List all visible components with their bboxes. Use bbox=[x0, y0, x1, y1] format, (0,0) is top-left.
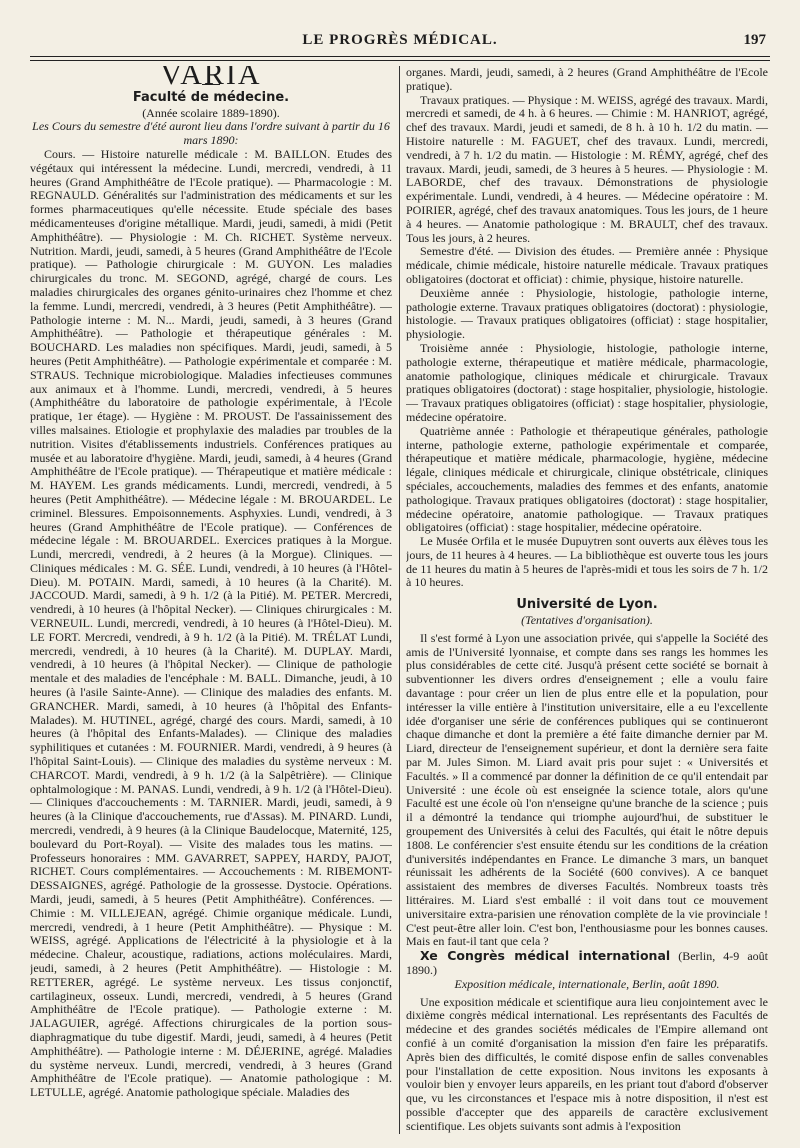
quatrieme-annee-paragraph: Quatrième année : Pathologie et thérapeutique générales, pathologie interne, pathologie externe, pathologie expérimentale et comparée, thérapeutique et matière médicale, pharmacologie, hygiène, médecine légale, cliniques médicale et chirurgicale, clinique obstétricale, cliniques spéciales, accouchements, maladies des femmes et des enfants, anatomie pathologique. Travaux pratiques obligatoires (doctorat) : stage hospitalier, médecine opératoire, anatomie pathologique. — Travaux pratiques obligatoires (officiat) : stage hospitalier, médecine opératoire. bbox=[406, 423, 768, 535]
troisieme-annee-paragraph: Troisième année : Physiologie, histologie, pathologie interne, pathologie externe, thérapeutique et matière médicale, pharmacologie, anatomie pathologique, cliniques médicale et chirurgicale. Travaux pratiques obligatoires (doctorat) : stage hospitalier, physiologie, histologie. — Travaux pratiques obligatoires (officiat) : stage hospitalier, physiologie, médecine opératoire. bbox=[406, 340, 768, 424]
deuxieme-annee-paragraph: Deuxième année : Physiologie, histologie, pathologie interne, pathologie externe. Travaux pratiques obligatoires (doctorat) : physiologie, histologie. — Travaux pratiques obligatoires (officiat) : stage hospitalier, physiologie. bbox=[406, 285, 768, 342]
congres-heading bbox=[406, 949, 768, 978]
faculte-heading: Faculté de médecine. bbox=[132, 89, 290, 105]
lyon-body: Il s'est formé à Lyon une association privée, qui s'appelle la Société des amis de l'Université lyonnaise, et compte dans ses rangs les hommes les plus considérables de cette cité. Jusqu'à présent cette société se bornait à subventionner les divers ordres d'enseignement ; elle a voulu faire davantage : pour créer un lien de plus entre elle et la population, pour intéresser la ville entière à l'institution universitaire, elle a eu l'excellente idée d'organiser une série de conférences publiques qui se continueront chaque dimanche et dont la première a été faite dimanche dernier par M. Liard, directeur de l'enseignement supérieur, et dont la dernière sera faite par M. Jules Simon. M. Liard avait pris pour sujet : « Universités et Facultés. » Il a commencé par donner la définition de ce qu'il entendait par Université : une école où est enseignée la science totale, alors qu'une Faculté est une école où l'on n'enseigne qu'une branche de la science ; puis il a démontré la tendance qui triomphe aujourd'hui, de substituer le groupement des Universités à celui des Facultés, qui était le nôtre depuis 1808. Le conférencier s'est ensuite étendu sur les conditions de la création d'universités indépendantes en France. Le dimanche 3 mars, un banquet réunissait les adhérents de la Société (600 convives). A ce banquet assistaient des membres de diverses Facultés. Nombreux toasts très littéraires. M. Liard s'est emballé : il voit dans tout ce mouvement universitaire extra-parisien une rénovation complète de la vie provinciale ! C'est peut-être aller loin. C'est bon, l'enthousiasme pour les bonnes causes. Mais en faut-il tant que cela ? bbox=[406, 630, 768, 949]
right-column bbox=[406, 66, 768, 1136]
page-number: 197 bbox=[743, 32, 766, 48]
header-rule-bottom bbox=[30, 60, 770, 61]
header-rule-top bbox=[30, 56, 770, 57]
school-year: (Année scolaire 1889-1890). bbox=[142, 105, 280, 120]
left-column bbox=[30, 66, 392, 1136]
continued-paragraph: organes. Mardi, jeudi, samedi, à 2 heures (Grand Amphithéâtre de l'Ecole pratique). bbox=[406, 66, 768, 93]
exposition-subheading: Exposition médicale, internationale, Berlin, août 1890. bbox=[454, 976, 720, 991]
congres-dates: (Berlin, 4-9 août 1890.) bbox=[406, 949, 768, 977]
section-title-varia: VARIA bbox=[160, 66, 262, 91]
lyon-subheading: (Tentatives d'organisation). bbox=[521, 613, 653, 628]
courses-body: Cours. — Histoire naturelle médicale : M. BAILLON. Etudes des végétaux qui intéressent la médecine. Lundi, mercredi, vendredi, à 11 heures (Grand Amphithéâtre de l'Ecole pratique). — Pharmacologie : M. REGNAULD. Généralités sur l'administration des médicaments et sur les formes pharmaceutiques qu'elle nécessite. Etude spéciale des bases médicamenteuses d'origine métallique. Mardi, jeudi, samedi, à midi (Petit Amphithéâtre). — Physiologie : M. Ch. RICHET. Système nerveux. Nutrition. Mardi, jeudi, samedi, à 5 heures (Grand Amphithéâtre de l'Ecole pratique). — Pathologie chirurgicale : M. GUYON. Les maladies chirurgicales du tronc. M. SEGOND, agrégé, chargé de cours. Les maladies chirurgicales des organes génito-urinaires chez l'homme et chez la femme. Lundi, mercredi, vendredi, à 3 heures (Petit Amphithéâtre). — Pathologie interne : M. N... Mardi, jeudi, samedi, à 3 heures (Grand Amphithéâtre). — Pathologie et thérapeutique générales : M. BOUCHARD. Les maladies non spécifiques. Mardi, jeudi, samedi, à 5 heures (Petit Amphithéâtre). — Pathologie expérimentale et comparée : M. STRAUS. Technique microbiologique. Maladies infectieuses communes aux animaux et à l'homme. Lundi, mercredi, vendredi, à 5 heures (Amphithéâtre du laboratoire de pathologie expérimentale, à l'Ecole pratique, 1er étage). — Hygiène : M. PROUST. De l'assainissement des villes malsaines. Etiologie et prophylaxie des maladies par troubles de la nutrition. Visites d'établissements industriels. Conférences pratiques au musée et au laboratoire d'hygiène. Mardi, jeudi, samedi, à 4 heures (Grand Amphithéâtre de l'Ecole pratique). — Thérapeutique et matière médicale : M. HAYEM. Les grands médicaments. Lundi, mercredi, vendredi, à 5 heures (Petit Amphithéâtre). — Médecine légale : M. BROUARDEL. Le criminel. Blessures. Empoisonnements. Asphyxies. Lundi, vendredi, à 3 heures (Grand Amphithéâtre de l'Ecole pratique). — Conférences de médecine légale : M. BROUARDEL. Exercices pratiques à la Morgue. Lundi, mercredi, vendredi, à 2 heures (à la Morgue). Cliniques. — Cliniques médicales : M. G. SÉE. Lundi, vendredi, à 10 heures (à l'Hôtel-Dieu). M. POTAIN. Mardi, samedi, à 10 heures (à la Charité). M. JACCOUD. Mardi, samedi, à 9 h. 1/2 (à la Pitié). M. PETER. Mercredi, vendredi, à 10 heures (à l'hôpital Necker). — Cliniques chirurgicales : M. VERNEUIL. Lundi, mercredi, vendredi, à 10 heures (à l'Hôtel-Dieu). M. LE FORT. Mercredi, vendredi, à 9 h. 1/2 (à la Pitié). M. TRÉLAT Lundi, mercredi, vendredi, à 10 heures (à la Charité). M. DUPLAY. Mardi, vendredi, à 10 heures (à l'hôpital Necker). — Clinique de pathologie mentale et des maladies de l'encéphale : M. BALL. Dimanche, jeudi, à 10 heures (à l'asile Sainte-Anne). — Clinique des maladies des enfants. M. GRANCHER. Mardi, samedi, à 10 heures (à l'hôpital des Enfants-Malades). M. HUTINEL, agrégé, chargé des cours. Mardi, samedi, à 10 heures (à l'hôpital des Enfants-Malades). — Clinique des maladies syphilitiques et cutanées : M. FOURNIER. Mardi, vendredi, à 9 heures (à l'hôpital Saint-Louis). — Clinique des maladies du système nerveux : M. CHARCOT. Mardi, vendredi, à 9 h. 1/2 (à la Salpêtrière). — Clinique ophtalmologique : M. PANAS. Lundi, vendredi, à 9 h. 1/2 (à l'Hôtel-Dieu). — Cliniques d'accouchements : M. TARNIER. Mardi, jeudi, samedi, à 9 heures (à la Clinique d'accouchements, rue d'Assas). M. PINARD. Lundi, mercredi, vendredi, à 9 heures (à la Clinique Baudelocque, Maternité, 125, boulevard du Port-Royal). — Visite des malades tous les matins. — Professeurs honoraires : MM. GAVARRET, SAPPEY, HARDY, PAJOT, RICHET. Cours complémentaires. — Accouchements : M. RIBEMONT-DESSAIGNES, agrégé. Pathologie de la grossesse. Dystocie. Opérations. Mardi, jeudi, samedi, à 5 heures (Petit Amphithéâtre). Conférences. — Chimie : M. VILLEJEAN, agrégé. Chimie organique médicale. Lundi, mercredi, vendredi, à 1 heure (Petit Amphithéâtre). — Physique : M. WEISS, agrégé. Applications de l'électricité à la physiologie et à la médecine. Chaleur, acoustique, radiations, actions moléculaires. Mardi, jeudi, samedi, à 2 heures (Petit Amphithéâtre). — Histologie : M. RETTERER, agrégé. Le système nerveux. Les tissus conjonctif, cartilagineux, osseux. Lundi, mercredi, vendredi, à 5 heures (Grand Amphithéâtre de l'Ecole pratique). — Pathologie externe : M. JALAGUIER, agrégé. Affections chirurgicales de la portion sous-diaphragmatique du tube digestif. Mardi, jeudi, samedi, à 4 heures (Petit Amphithéâtre). — Pathologie interne : M. DÉJERINE, agrégé. Maladies du système nerveux. Lundi, mercredi, vendredi, à 3 heures (Grand Amphithéâtre de l'Ecole pratique). — Anatomie pathologique : M. LETULLE, agrégé. Anatomie pathologique spéciale. Maladies des bbox=[30, 146, 392, 1100]
musee-paragraph: Le Musée Orfila et le musée Dupuytren sont ouverts aux élèves tous les jours, de 11 heures à 4 heures. — La bibliothèque est ouverte tous les jours de 11 heures du matin à 5 heures de l'après-midi et tous les soirs de 7 h. 1/2 à 10 heures. bbox=[406, 534, 768, 590]
semestre-ete-paragraph: Semestre d'été. — Division des études. — Première année : Physique médicale, chimie médicale, histoire naturelle médicale. Travaux pratiques obligatoires (doctorat et officiat) : chimie, physique, histoire naturelle. bbox=[406, 244, 768, 286]
intro-line: Les Cours du semestre d'été auront lieu dans l'ordre suivant à partir du 16 mars 1890: bbox=[32, 119, 390, 148]
lyon-heading: Université de Lyon. bbox=[516, 597, 658, 613]
exposition-body: Une exposition médicale et scientifique aura lieu conjointement avec le dixième congrès médical international. Les représentants des Facultés de médecine et des grandes sociétés médicales de l'Empire allemand ont confié à un comité d'organisation la mission d'en faire les préparatifs. Après bien des difficultés, le comité dispose enfin de salles convenables pour l'installation de cette exposition. Nous invitons les exposants à vouloir bien y envoyer leurs appareils, en les priant tout d'abord d'observer que, vu les circonstances et l'espace mis à notre disposition, il n'est est possible d'accepter que des appareils de caractère exclusivement scientifique. Les objets suivants sont admis à l'exposition bbox=[406, 994, 768, 1133]
journal-title: LE PROGRÈS MÉDICAL. bbox=[302, 32, 498, 48]
congres-title: Xe Congrès médical international bbox=[420, 948, 671, 964]
column-divider bbox=[399, 66, 400, 1134]
page-header bbox=[30, 30, 770, 54]
travaux-pratiques-paragraph: Travaux pratiques. — Physique : M. WEISS, agrégé des travaux. Mardi, mercredi et samedi, de 4 h. à 6 heures. — Chimie : M. HANRIOT, agrégé, chef des travaux. Mardi, jeudi et samedi, de 8 h. à 10 h. 1/2 du matin. — Histoire naturelle : M. FAGUET, chef des travaux. Lundi, mercredi, vendredi, à 7 h. 1/2 du matin. — Histologie : M. RÉMY, agrégé, chef des travaux. Mardi, jeudi, samedi, de 3 heures à 5 heures. — Physiologie : M. LABORDE, chef des travaux. Démonstrations de physiologie expérimentale. Lundi, vendredi, à 4 heures. — Médecine opératoire : M. POIRIER, agrégé, chef des travaux anatomiques. Tous les jours, de 1 heure à 4 heures. — Anatomie pathologique : M. BRAULT, chef des travaux. Tous les jours, à 2 heures. bbox=[406, 92, 768, 245]
